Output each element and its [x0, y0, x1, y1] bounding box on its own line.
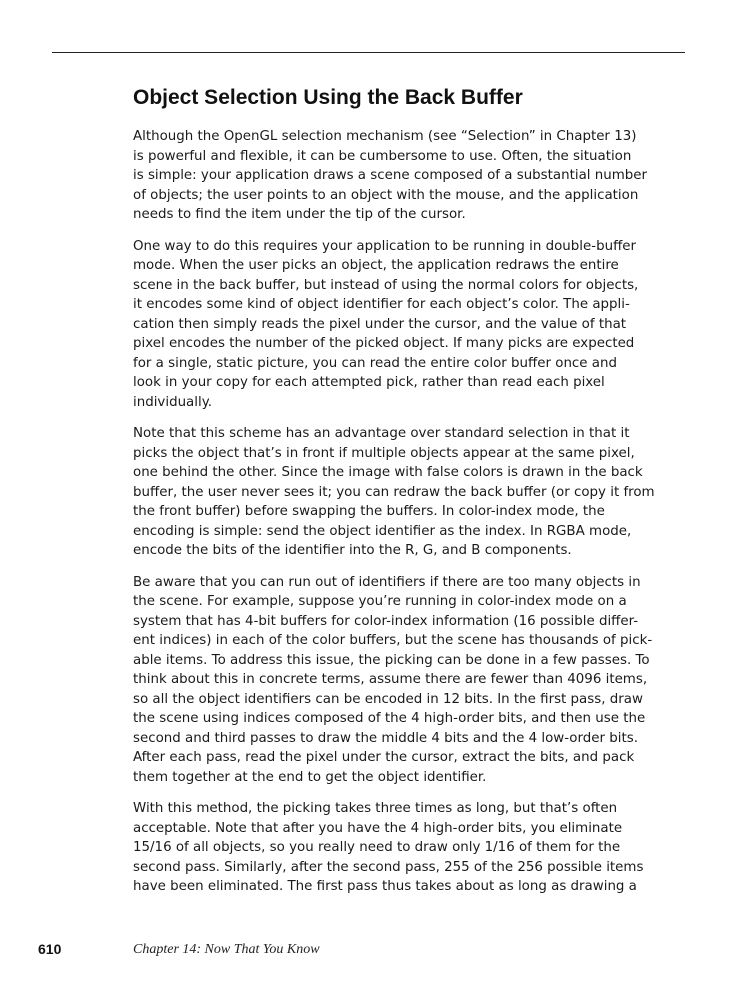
text-line: system that has 4-bit buffers for color-index information (16 possible differ-	[133, 613, 639, 629]
text-line: second and third passes to draw the middle 4 bits and the 4 low-order bits.	[133, 730, 638, 746]
text-line: the front buffer) before swapping the buffers. In color-index mode, the	[133, 504, 605, 519]
paragraph	[133, 424, 689, 561]
text-line: scene in the back buffer, but instead of using the normal colors for objects,	[133, 277, 639, 293]
text-line: is powerful and flexible, it can be cumbersome to use. Often, the situation	[133, 148, 632, 164]
body-text	[133, 127, 689, 909]
text-line: is simple: your application draws a scene composed of a substantial number	[133, 168, 648, 183]
text-line: Note that this scheme has an advantage over standard selection in that it	[133, 426, 630, 441]
text-line: Be aware that you can run out of identifiers if there are too many objects in	[133, 574, 641, 590]
paragraph	[133, 127, 689, 225]
text-line: With this method, the picking takes three times as long, but that’s often	[133, 801, 618, 816]
text-line: ent indices) in each of the color buffers, but the scene has thousands of pick-	[133, 633, 653, 648]
paragraph	[133, 573, 689, 788]
text-line: think about this in concrete terms, assume there are fewer than 4096 items,	[133, 672, 648, 687]
text-line: look in your copy for each attempted pick, rather than read each pixel	[133, 375, 605, 390]
paragraph	[133, 799, 689, 897]
text-line: the scene using indices composed of the 4 high-order bits, and then use the	[133, 711, 646, 726]
text-line: it encodes some kind of object identifier for each object’s color. The appli-	[133, 297, 630, 312]
text-line: acceptable. Note that after you have the 4 high-order bits, you eliminate	[133, 820, 623, 836]
text-line: pixel encodes the number of the picked object. If many picks are expected	[133, 336, 635, 351]
text-line: 15/16 of all objects, so you really need to draw only 1/16 of them for the	[133, 840, 621, 855]
section-title: Object Selection Using the Back Buffer	[133, 86, 523, 109]
text-line: buffer, the user never sees it; you can redraw the back buffer (or copy it from	[133, 484, 655, 500]
page-number: 610	[38, 941, 62, 957]
running-footer-title: Chapter 14: Now That You Know	[133, 942, 320, 957]
text-line: of objects; the user points to an object with the mouse, and the application	[133, 187, 639, 203]
text-line: mode. When the user picks an object, the application redraws the entire	[133, 258, 619, 273]
text-line: for a single, static picture, you can read the entire color buffer once and	[133, 355, 617, 371]
text-line: one behind the other. Since the image with false colors is drawn in the back	[133, 465, 643, 480]
text-line: After each pass, read the pixel under the cursor, extract the bits, and pack	[133, 750, 635, 765]
text-line: encode the bits of the identifier into the R, G, and B components.	[133, 543, 572, 558]
text-line: the scene. For example, suppose you’re running in color-index mode on a	[133, 594, 627, 609]
text-line: individually.	[133, 394, 212, 410]
text-line: needs to find the item under the tip of the cursor.	[133, 207, 466, 222]
text-line: cation then simply reads the pixel under the cursor, and the value of that	[133, 316, 627, 332]
header-rule	[52, 52, 685, 53]
paragraph	[133, 237, 689, 413]
text-line: Although the OpenGL selection mechanism (see “Selection” in Chapter 13)	[133, 129, 637, 144]
text-line: able items. To address this issue, the picking can be done in a few passes. To	[133, 652, 650, 668]
text-line: second pass. Similarly, after the second pass, 255 of the 256 possible items	[133, 859, 644, 875]
text-line: picks the object that’s in front if multiple objects appear at the same pixel,	[133, 445, 635, 461]
text-line: so all the object identifiers can be encoded in 12 bits. In the first pass, draw	[133, 691, 643, 707]
text-line: encoding is simple: send the object identifier as the index. In RGBA mode,	[133, 523, 632, 539]
text-line: One way to do this requires your application to be running in double-buffer	[133, 238, 637, 254]
text-line: have been eliminated. The first pass thus takes about as long as drawing a	[133, 879, 637, 894]
text-line: them together at the end to get the object identifier.	[133, 769, 487, 785]
